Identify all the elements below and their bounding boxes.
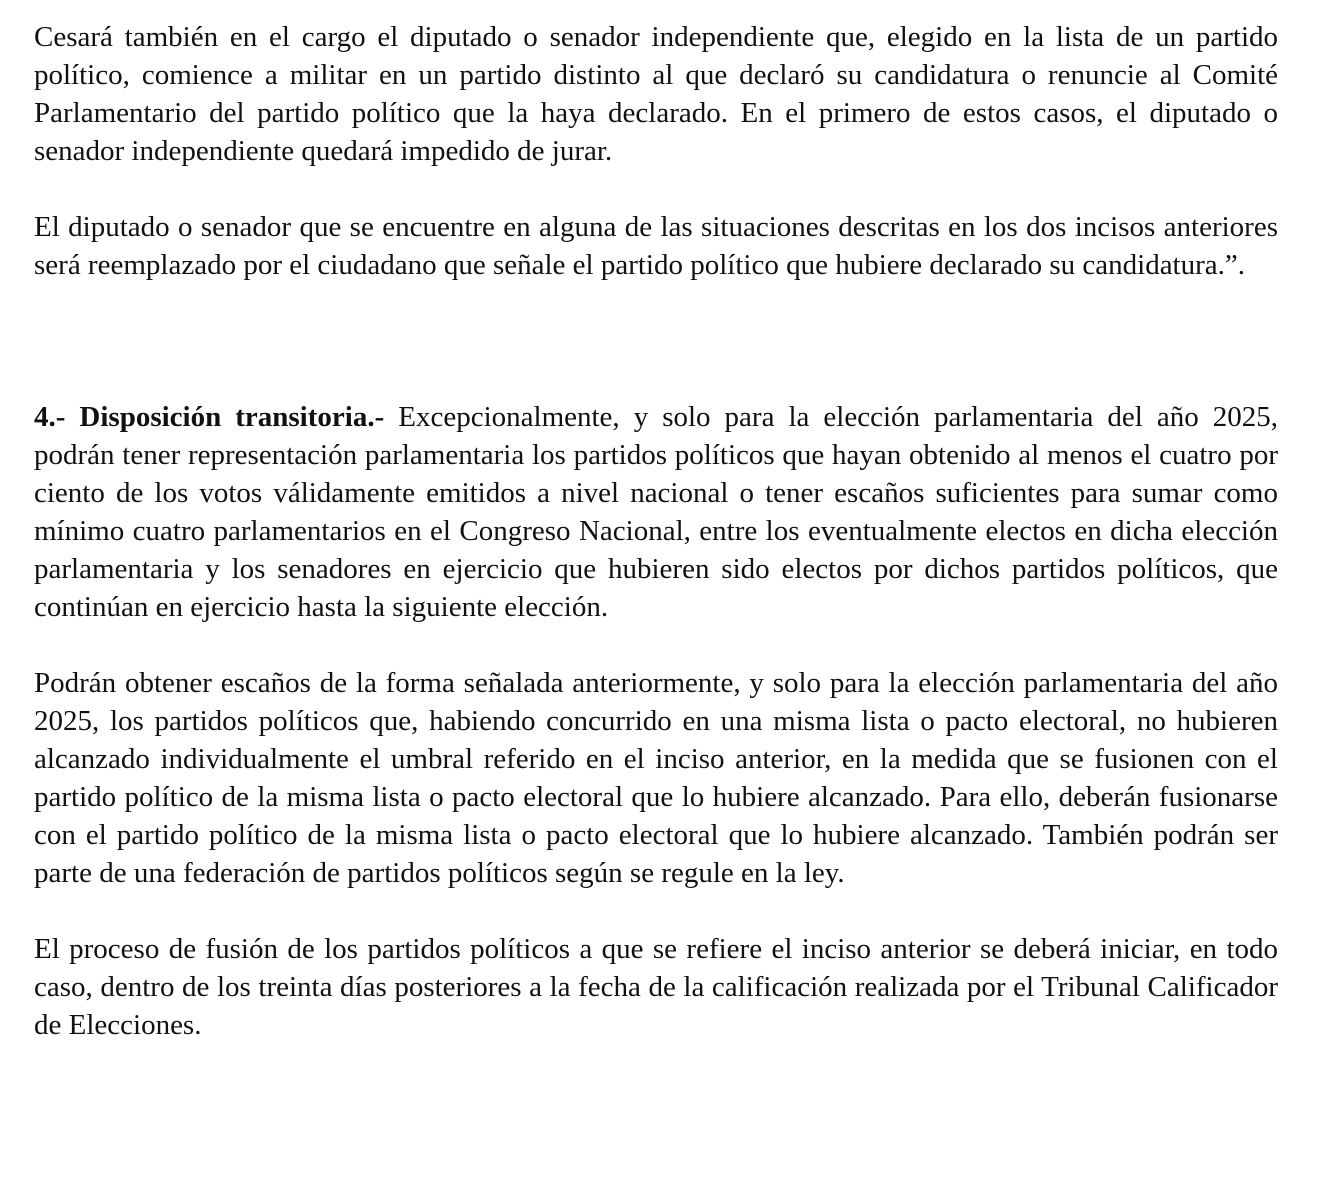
document-page <box>34 18 1278 1044</box>
section-spacer <box>34 284 1278 398</box>
section-body: Excepcionalmente, y solo para la elección parlamentaria del año 2025, podrán tener representación parlamentaria los partidos políticos que hayan obtenido al menos el cuatro por ciento de los votos válidamente emitidos a nivel nacional o tener escaños suficientes para sumar como mínimo cuatro parlamentarios en el Congreso Nacional, entre los eventualmente electos en dicha elección parlamentaria y los senadores en ejercicio que hubieren sido electos por dichos partidos políticos, que continúan en ejercicio hasta la siguiente elección. <box>34 401 1279 623</box>
paragraph-proceso-fusion: El proceso de fusión de los partidos políticos a que se refiere el inciso anterior se deberá iniciar, en todo caso, dentro de los treinta días posteriores a la fecha de la calificación realizada por el Tribunal Calificador de Elecciones. <box>34 933 1278 1041</box>
paragraph-disposicion-transitoria <box>34 398 1278 626</box>
paragraph-spacer <box>34 170 1278 208</box>
paragraph-cesacion: Cesará también en el cargo el diputado o senador independiente que, elegido en la lista de un partido político, comience a militar en un partido distinto al que declaró su candidatura o renuncie al Comité Parlamentario del partido político que la haya declarado. En el primero de estos casos, el diputado o senador independiente quedará impedido de jurar. <box>34 21 1278 167</box>
paragraph-escanos: Podrán obtener escaños de la forma señalada anteriormente, y solo para la elección parlamentaria del año 2025, los partidos políticos que, habiendo concurrido en una misma lista o pacto electoral, no hubieren alcanzado individualmente el umbral referido en el inciso anterior, en la medida que se fusionen con el partido político de la misma lista o pacto electoral que lo hubiere alcanzado. Para ello, deberán fusionarse con el partido político de la misma lista o pacto electoral que lo hubiere alcanzado. También podrán ser parte de una federación de partidos políticos según se regule en la ley. <box>34 667 1278 889</box>
paragraph-spacer <box>34 892 1278 930</box>
paragraph-reemplazo: El diputado o senador que se encuentre en alguna de las situaciones descritas en los dos incisos anteriores será reemplazado por el ciudadano que señale el partido político que hubiere declarado su candidatura.”. <box>34 211 1278 281</box>
section-heading: 4.- Disposición transitoria.- <box>34 401 385 433</box>
paragraph-spacer <box>34 626 1278 664</box>
